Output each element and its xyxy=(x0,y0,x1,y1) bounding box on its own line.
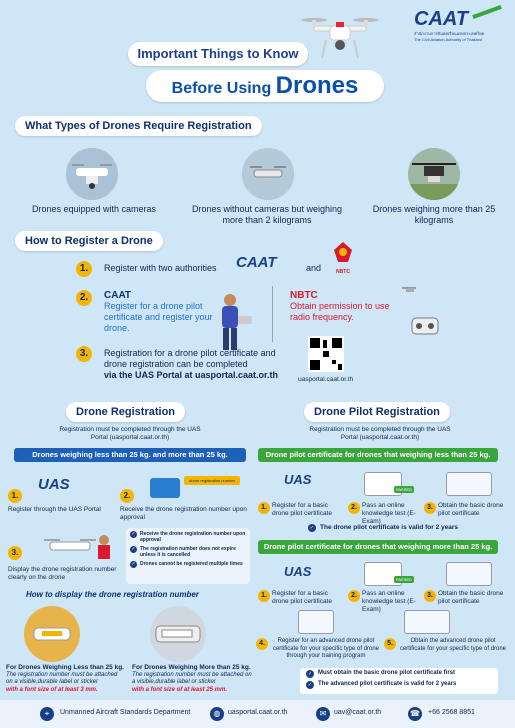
title-line1: Important Things to Know xyxy=(128,42,308,66)
phone-icon[interactable]: ☎ xyxy=(408,707,422,721)
basic-certificate-icon xyxy=(446,472,492,496)
dr-step2-text: Receive the drone registration number upon approval xyxy=(120,506,247,521)
registration-number-tag: drone registration number xyxy=(184,476,240,485)
register-heading: How to Register a Drone xyxy=(15,231,163,251)
dr-step3-text: Display the drone registration number clearly on the drone xyxy=(8,566,117,581)
more-font-size: with a font size of at least 25 mm. xyxy=(132,686,228,693)
pl-b5-number: 5. xyxy=(384,638,396,650)
drone-registration-heading: Drone Registration xyxy=(66,402,185,422)
note-text: Receive the drone registration number upon approval xyxy=(140,531,246,543)
hero-drone-icon xyxy=(300,12,380,66)
less-head: For Drones Weighing Less than 25 kg. xyxy=(6,664,124,671)
step2-nbtc-block xyxy=(290,290,400,323)
registration-notes-box xyxy=(126,528,250,584)
advanced-notes-box xyxy=(300,668,498,694)
type-camera-drone-image xyxy=(66,148,118,200)
basic-certificate-icon-2 xyxy=(446,562,492,586)
step1-caat-logo xyxy=(236,254,306,274)
pilot-person-icon xyxy=(212,290,262,354)
less-body: The registration number must be attached on a visible,durable label or sticker xyxy=(6,671,118,685)
advanced-certificate-icon xyxy=(404,610,450,634)
pl-b2-number: 2. xyxy=(348,590,360,602)
pl-b1-text: Register for a basic drone pilot certificate xyxy=(272,590,332,605)
drone-registration-bar: Drones weighing less than 25 kg. and more than 25 kg. xyxy=(14,448,246,462)
type-nocamera-drone-image xyxy=(242,148,294,200)
dr-step3-number: 3. xyxy=(8,546,22,560)
pilot-registration-heading: Drone Pilot Registration xyxy=(304,402,450,422)
check-icon: ✓ xyxy=(307,671,313,677)
more-than-25-note xyxy=(132,664,256,694)
check-icon: ✓ xyxy=(309,525,315,531)
step1-and: and xyxy=(306,263,322,273)
step2-number: 2. xyxy=(76,290,92,306)
nbtc-emblem-icon xyxy=(330,240,356,275)
note-text: Drones cannot be registered multiple times xyxy=(140,561,243,567)
type-nocamera-caption: Drones without cameras but weighing more than 2 kilograms xyxy=(191,204,343,225)
footer-department: Unmanned Aircraft Standards Department xyxy=(60,709,191,716)
type-heavy-caption: Drones weighing more than 25 kilograms xyxy=(372,204,496,225)
footer xyxy=(0,700,515,728)
less-font-size: with a font size of at least 3 mm. xyxy=(6,686,98,693)
step3-text-a: Registration for a drone pilot certificate and drone registration can be completed xyxy=(104,348,276,369)
note-item xyxy=(130,561,246,568)
logo-subtitle-th: สำนักงานการบินพลเรือนแห่งประเทศไทย xyxy=(414,31,485,36)
caat-logo xyxy=(414,8,509,44)
pl-b2-text: Pass an online knowledge test (E-Exam) xyxy=(362,590,416,613)
globe-icon[interactable]: ◍ xyxy=(210,707,224,721)
drone-registration-intro: Registration must be completed through the UAS Portal (uasportal.caat.or.th) xyxy=(59,426,201,441)
step1-caat-logo-text: CAAT xyxy=(236,254,277,271)
step2-caat-text: Register for a drone pilot certificate and register your drone. xyxy=(104,301,213,333)
more-body: The registration number must be attached on a visible,durable label or sticker xyxy=(132,671,252,685)
pl-b5-text: Obtain the advanced drone pilot certificate for your specific type of drone xyxy=(399,638,507,652)
pl-a2-text: Pass an online knowledge test (E-Exam) xyxy=(362,502,416,525)
location-icon: ⌖ xyxy=(40,707,54,721)
type-heavy-drone-image xyxy=(408,148,460,200)
qr-caption[interactable]: uasportal.caat.or.th xyxy=(298,376,354,383)
small-drone-label-image xyxy=(24,606,80,662)
passed-badge: PASSED xyxy=(396,487,412,492)
valid-2-years-text: The drone pilot certificate is valid for 2 years xyxy=(320,524,458,531)
advanced-note xyxy=(306,670,492,678)
pl-a1-text: Register for a basic drone pilot certificate xyxy=(272,502,332,517)
pl-b3-number: 3. xyxy=(424,590,436,602)
check-icon: ✓ xyxy=(131,561,136,567)
pl-b4-number: 4. xyxy=(256,638,268,650)
dr-step1-number: 1. xyxy=(8,489,22,503)
dr-step2-number: 2. xyxy=(120,489,134,503)
types-heading: What Types of Drones Require Registration xyxy=(15,116,262,136)
large-drone-label-image xyxy=(150,606,206,662)
dr-step1-text: Register through the UAS Portal xyxy=(8,506,101,513)
step2-divider xyxy=(272,286,273,342)
step1-text: Register with two authorities xyxy=(104,263,217,273)
pl-b4-text: Register for an advanced drone pilot certificate for your specific type of drone through your training program xyxy=(272,638,380,659)
title-line2-emphasis: Drones xyxy=(275,72,359,99)
advanced-note xyxy=(306,681,492,689)
step1-number: 1. xyxy=(76,261,92,277)
step2-nbtc-text: Obtain permission to use radio frequency. xyxy=(290,301,390,322)
step2-nbtc-label: NBTC xyxy=(290,290,318,301)
title-line2-prefix: Before Using xyxy=(171,80,276,97)
registration-card-icon xyxy=(150,478,180,498)
pl-a3-number: 3. xyxy=(424,502,436,514)
uas-logo: UAS xyxy=(38,476,70,493)
note-item xyxy=(130,546,246,558)
step3-text xyxy=(104,348,294,381)
step3-number: 3. xyxy=(76,346,92,362)
note-item xyxy=(130,531,246,543)
pilot-more-25-bar: Drone pilot certificate for drones that weighing more than 25 kg. xyxy=(258,540,498,554)
pl-a3-text: Obtain the basic drone pilot certificate xyxy=(438,502,504,517)
uas-portal-qr-code[interactable] xyxy=(308,336,344,372)
logo-subtitle-en: The Civil Aviation Authority of Thailand xyxy=(414,37,483,42)
step2-caat-block xyxy=(104,290,214,334)
footer-phone[interactable]: +66 2568 8851 xyxy=(428,709,475,716)
note-text: The registration number does not expire unless it is cancelled xyxy=(140,546,236,558)
advanced-note-text: The advanced pilot certificate is valid for 2 years xyxy=(318,681,457,688)
email-icon[interactable]: ✉ xyxy=(316,707,330,721)
pl-b1-number: 1. xyxy=(258,590,270,602)
remote-controller-icon xyxy=(398,282,444,342)
valid-2-years-note xyxy=(308,524,458,532)
passed-badge-2: PASSED xyxy=(396,577,412,582)
uas-logo-pilot-2: UAS xyxy=(284,564,312,579)
pl-a2-number: 2. xyxy=(348,502,360,514)
check-icon: ✓ xyxy=(131,546,136,552)
display-heading: How to display the drone registration number xyxy=(26,590,199,599)
display-number-drone-icon xyxy=(40,530,114,564)
type-camera-caption: Drones equipped with cameras xyxy=(31,204,157,214)
title-line2 xyxy=(146,70,384,102)
advanced-form-icon xyxy=(298,610,334,634)
footer-website[interactable]: uasportal.caat.or.th xyxy=(228,709,288,716)
footer-email[interactable]: uav@caat.or.th xyxy=(334,709,382,716)
check-icon: ✓ xyxy=(307,682,313,688)
uas-logo-pilot: UAS xyxy=(284,472,312,487)
caat-logo-text: CAAT xyxy=(414,8,469,30)
step3-text-b: via the UAS Portal at uasportal.caat.or.th xyxy=(104,370,279,380)
less-than-25-note xyxy=(6,664,124,694)
pilot-less-25-bar: Drone pilot certificate for drones that weighing less than 25 kg. xyxy=(258,448,498,462)
pl-b3-text: Obtain the basic drone pilot certificate xyxy=(438,590,504,605)
advanced-note-text: Must obtain the basic drone pilot certificate first xyxy=(318,670,456,677)
nbtc-emblem-text: NBTC xyxy=(336,269,350,275)
pilot-registration-intro: Registration must be completed through the UAS Portal (uasportal.caat.or.th) xyxy=(309,426,451,441)
more-head: For Drones Weighing More than 25 kg. xyxy=(132,664,251,671)
step2-caat-label: CAAT xyxy=(104,290,132,301)
check-icon: ✓ xyxy=(131,531,136,537)
pl-a1-number: 1. xyxy=(258,502,270,514)
